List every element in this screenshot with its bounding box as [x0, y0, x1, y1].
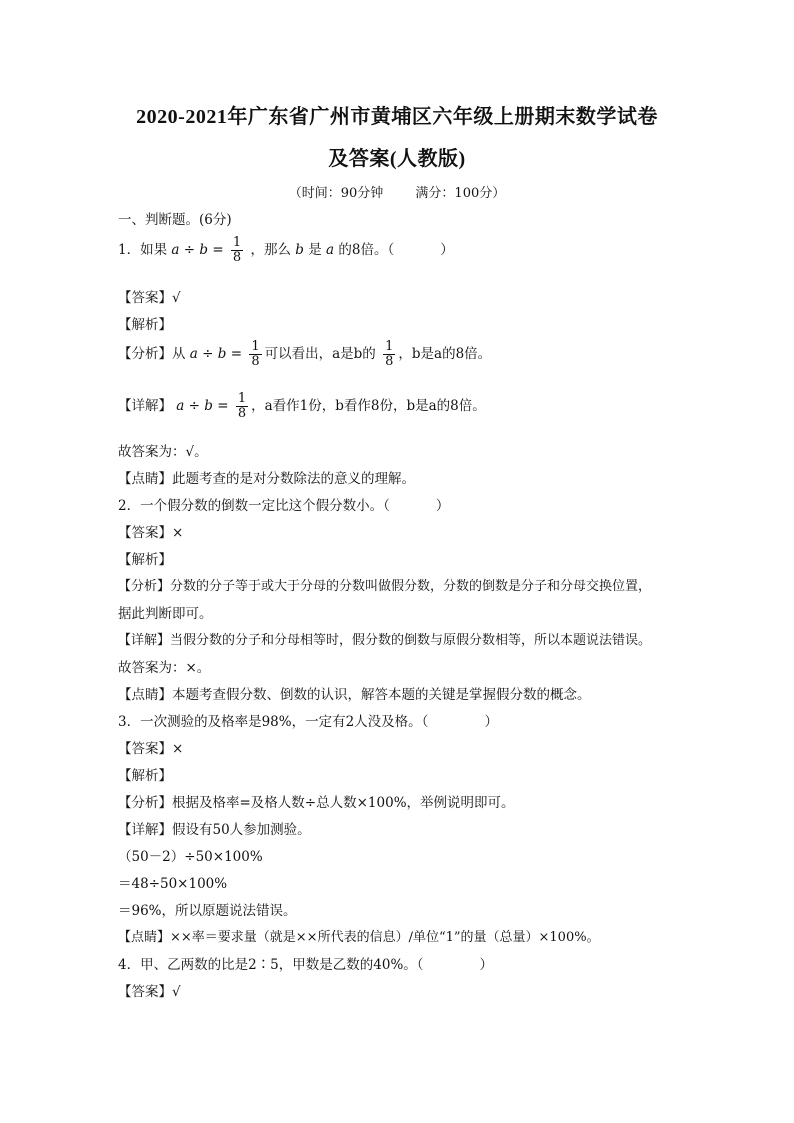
q1-fenxi-tag: 【分析】 — [118, 346, 172, 362]
q1-var-b: b — [199, 242, 209, 258]
q1-fenxi-div: ÷ — [202, 346, 214, 362]
q4-text: 4．甲、乙两数的比是2∶5，甲数是乙数的40%。（ — [118, 957, 424, 973]
q1-var-b2: b — [295, 242, 304, 258]
q1-xiangjie-fraction — [236, 392, 248, 421]
q3-jiexi: 【解析】 — [118, 768, 172, 784]
q1-fenxi-pre: 从 — [172, 346, 186, 362]
q1-fenxi-frac-num: 1 — [251, 339, 260, 354]
document-title-line2: 及答案(人教版) — [328, 148, 466, 170]
q2-fenxi-2: 据此判断即可。 — [118, 606, 213, 622]
q1-prefix: 1．如果 — [118, 242, 168, 258]
q1-xiangjie-eq: = — [217, 398, 229, 414]
q1-xiangjie-a: a — [176, 398, 185, 414]
section-heading: 一、判断题。(6分) — [118, 212, 232, 228]
q1-close: ） — [440, 242, 454, 258]
q1-fenxi-frac-den: 8 — [251, 354, 260, 369]
question-4 — [118, 953, 493, 973]
q1-final: 故答案为：√。 — [118, 444, 208, 460]
q2-jiexi: 【解析】 — [118, 552, 172, 568]
q1-frac-num: 1 — [232, 235, 242, 250]
q1-var-a2: a — [326, 242, 335, 258]
q1-mid: ，那么 — [250, 242, 291, 258]
question-3 — [118, 710, 498, 730]
q1-jiexi: 【解析】 — [118, 317, 172, 333]
q2-final: 故答案为：×。 — [118, 660, 211, 676]
q1-fenxi-fraction2 — [383, 340, 395, 369]
q1-fenxi-end: ，b是a的8倍。 — [398, 346, 492, 362]
q2-answer: 【答案】× — [118, 525, 184, 541]
q1-answer: 【答案】√ — [118, 290, 181, 306]
q1-xiangjie-frac-den: 8 — [237, 406, 247, 421]
q4-close: ） — [479, 957, 494, 973]
q3-text: 3．一次测验的及格率是98%，一定有2人没及格。（ — [118, 714, 429, 730]
q1-fenxi-frac2-den: 8 — [385, 354, 394, 369]
q1-fenxi-eq: = — [230, 346, 243, 362]
q1-fenxi-frac2-num: 1 — [385, 339, 394, 354]
q4-answer: 【答案】√ — [118, 984, 181, 1000]
q3-calc-3: ＝96%，所以原题说法错误。 — [118, 903, 297, 919]
q3-fenxi: 【分析】根据及格率=及格人数÷总人数×100%，举例说明即可。 — [118, 795, 515, 811]
exam-score: 满分：100分） — [415, 186, 506, 201]
q2-close: ） — [435, 498, 450, 514]
q3-calc-2: ＝48÷50×100% — [118, 876, 228, 892]
q1-xiangjie-tag: 【详解】 — [118, 398, 172, 414]
q1-xiangjie — [118, 392, 486, 421]
q1-xiangjie-end: ，a看作1份，b看作8份，b是a的8倍。 — [251, 398, 486, 414]
q3-calc-1: （50－2）÷50×100% — [118, 849, 263, 865]
q1-fenxi-b: b — [217, 346, 227, 362]
exam-info — [0, 182, 794, 201]
q1-fraction — [231, 236, 243, 265]
q1-var-a: a — [171, 242, 180, 258]
exam-time: （时间：90分钟 — [288, 186, 384, 201]
q1-fenxi-a: a — [189, 346, 198, 362]
q3-xiangjie: 【详解】假设有50人参加测验。 — [118, 822, 311, 838]
q2-fenxi-1: 【分析】分数的分子等于或大于分母的分数叫做假分数，分数的倒数是分子和分母交换位置， — [118, 579, 652, 594]
q3-answer: 【答案】× — [118, 741, 184, 757]
q1-xiangjie-b: b — [204, 398, 213, 414]
q1-fenxi-mid: 可以看出，a是b的 — [264, 346, 376, 362]
q1-div: ÷ — [183, 242, 196, 258]
document-title-line1: 2020-2021年广东省广州市黄埔区六年级上册期末数学试卷 — [136, 106, 658, 128]
q2-dianjing: 【点睛】本题考查假分数、倒数的认识，解答本题的关键是掌握假分数的概念。 — [118, 687, 591, 703]
q1-frac-den: 8 — [232, 250, 242, 265]
q3-close: ） — [484, 714, 498, 730]
q1-xiangjie-div: ÷ — [188, 398, 200, 414]
q1-fenxi — [118, 340, 491, 369]
q1-xiangjie-frac-num: 1 — [237, 391, 247, 406]
q1-fenxi-fraction — [249, 340, 261, 369]
q3-dianjing: 【点睛】××率＝要求量（就是××所代表的信息）/单位“1”的量（总量）×100%。 — [118, 930, 600, 945]
q1-is: 是 — [308, 242, 322, 258]
question-1 — [118, 236, 454, 265]
q2-xiangjie: 【详解】当假分数的分子和分母相等时，假分数的倒数与原假分数相等，所以本题说法错误。 — [118, 633, 652, 648]
q1-dianjing: 【点睛】此题考查的是对分数除法的意义的理解。 — [118, 471, 415, 487]
question-2 — [118, 494, 449, 514]
q1-suffix: 的8倍。（ — [338, 242, 395, 258]
q2-text: 2．一个假分数的倒数一定比这个假分数小。（ — [118, 498, 390, 514]
q1-eq: = — [212, 242, 224, 258]
